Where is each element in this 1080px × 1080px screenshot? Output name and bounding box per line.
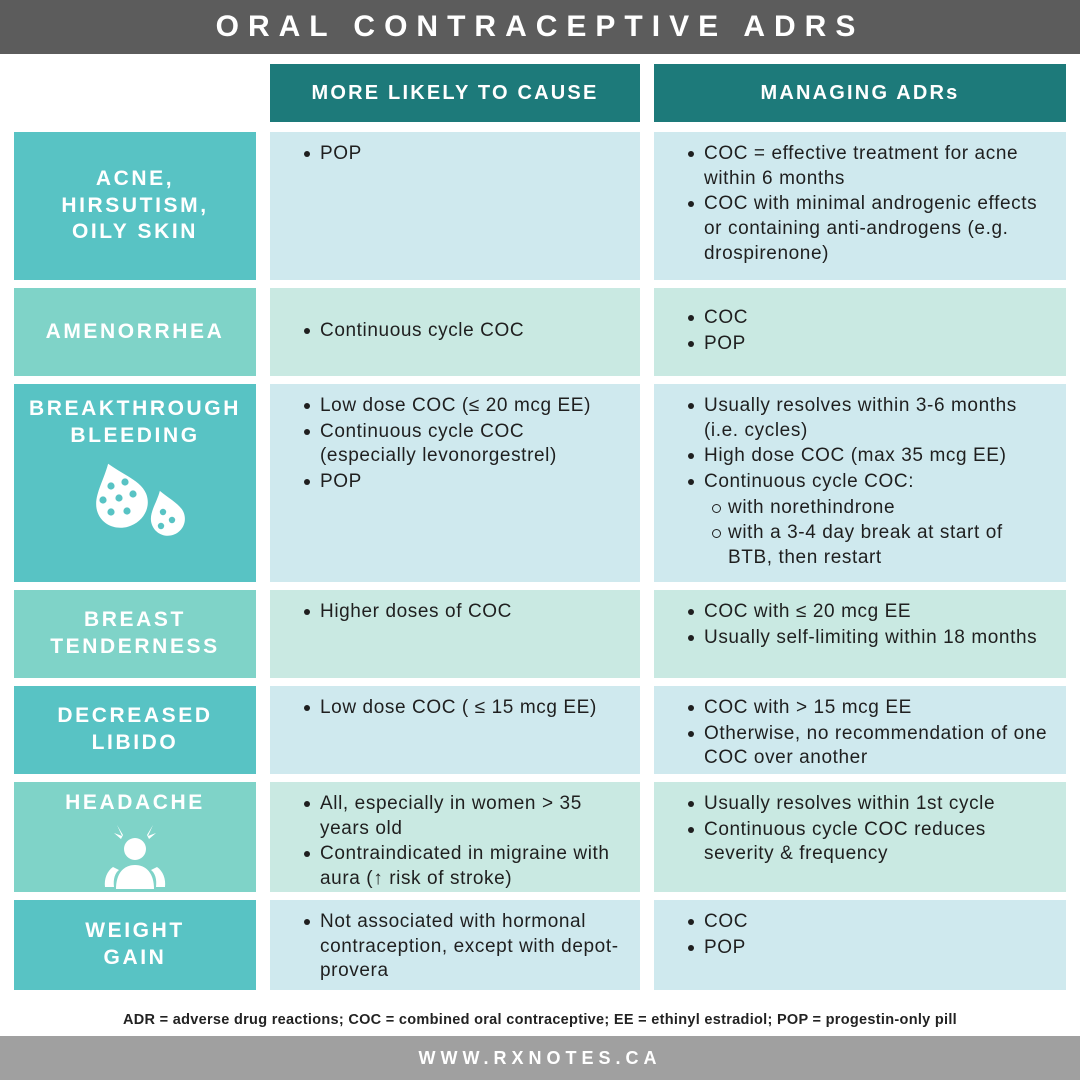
row-label-line: DECREASED (57, 704, 213, 728)
column-header-managing-adrs: MANAGING ADRs (654, 64, 1066, 122)
row-label-acne (14, 132, 256, 280)
column-header-more-likely-to-cause: MORE LIKELY TO CAUSE (270, 64, 640, 122)
list-item: All, especially in women > 35 years old (304, 792, 626, 841)
table-row (14, 900, 1066, 990)
cause-cell-breast-tenderness (270, 590, 640, 678)
row-label-line: WEIGHT (85, 919, 185, 943)
list-item: Continuous cycle COC (304, 319, 524, 344)
row-label-breast-tenderness (14, 590, 256, 678)
list-item: POP (304, 470, 626, 495)
list-item: COC with ≤ 20 mcg EE (688, 600, 1052, 625)
list-item: Otherwise, no recommendation of one COC over another (688, 722, 1052, 771)
list-item: Contraindicated in migraine with aura (↑ risk of stroke) (304, 842, 626, 891)
manage-cell-decreased-libido (654, 686, 1066, 774)
website-bar[interactable]: WWW.RXNOTES.CA (0, 1036, 1080, 1080)
cause-cell-acne (270, 132, 640, 280)
row-label-line: HEADACHE (65, 791, 205, 814)
table-row (14, 384, 1066, 582)
table-row (14, 782, 1066, 892)
row-label-line: BREAST (84, 608, 186, 632)
list-item: Usually resolves within 1st cycle (688, 792, 1052, 817)
sub-list-item: with a 3-4 day break at start of BTB, then restart (710, 521, 1052, 570)
manage-cell-acne (654, 132, 1066, 280)
cause-cell-decreased-libido (270, 686, 640, 774)
list-item: Usually resolves within 3-6 months (i.e. cycles) (688, 394, 1052, 443)
list-item-text: Continuous cycle COC: (704, 471, 915, 493)
list-item: COC with minimal androgenic effects or containing anti-androgens (e.g. drospirenone) (688, 192, 1052, 266)
row-label-line: ACNE, (95, 166, 175, 190)
row-label-line: HIRSUTISM, (61, 193, 209, 217)
cause-cell-headache (270, 782, 640, 892)
row-label-weight-gain (14, 900, 256, 990)
row-label-headache (14, 782, 256, 892)
manage-cell-headache (654, 782, 1066, 892)
row-label-line: LIBIDO (91, 731, 179, 754)
list-item: Continuous cycle COC reduces severity & frequency (688, 818, 1052, 867)
blood-drops-icon (75, 456, 195, 560)
list-item: POP (688, 332, 748, 357)
manage-cell-breast-tenderness (654, 590, 1066, 678)
table-row (14, 132, 1066, 280)
row-label-decreased-libido (14, 686, 256, 774)
row-label-line: BREAKTHROUGH (28, 397, 242, 420)
header-spacer (14, 64, 256, 122)
list-item: POP (688, 936, 1052, 961)
list-item: COC (688, 910, 1052, 935)
cause-cell-weight-gain (270, 900, 640, 990)
table-row (14, 686, 1066, 774)
list-item: Low dose COC ( ≤ 15 mcg EE) (304, 696, 626, 721)
table-row (14, 590, 1066, 678)
manage-cell-breakthrough-bleeding (654, 384, 1066, 582)
row-label-breakthrough-bleeding (14, 384, 256, 582)
list-item (688, 470, 1052, 571)
row-label-line: BLEEDING (70, 423, 200, 447)
list-item: Not associated with hormonal contraception, except with depot-provera (304, 910, 626, 984)
row-label-line: GAIN (103, 946, 167, 969)
manage-cell-amenorrhea (654, 288, 1066, 376)
abbreviations-footnote: ADR = adverse drug reactions; COC = combined oral contraceptive; EE = ethinyl estradiol; POP = progestin-only pill (122, 1012, 958, 1028)
row-label-line: AMENORRHEA (45, 319, 225, 343)
adr-table (0, 54, 1080, 1006)
row-label-line: TENDERNESS (50, 635, 220, 658)
list-item: Usually self-limiting within 18 months (688, 626, 1052, 651)
table-header-row (14, 64, 1066, 122)
list-item: Continuous cycle COC (especially levonorgestrel) (304, 420, 626, 469)
row-label-amenorrhea (14, 288, 256, 376)
list-item: High dose COC (max 35 mcg EE) (688, 444, 1052, 469)
list-item: Higher doses of COC (304, 600, 626, 625)
row-label-line: OILY SKIN (71, 220, 199, 244)
cause-cell-breakthrough-bleeding (270, 384, 640, 582)
page-title: ORAL CONTRACEPTIVE ADRS (0, 0, 1080, 54)
list-item: COC = effective treatment for acne within 6 months (688, 142, 1052, 191)
list-item: Low dose COC (≤ 20 mcg EE) (304, 394, 626, 419)
headache-person-icon (89, 823, 181, 897)
manage-cell-weight-gain (654, 900, 1066, 990)
table-row (14, 288, 1066, 376)
list-item: POP (304, 142, 626, 167)
list-item: COC with > 15 mcg EE (688, 696, 1052, 721)
list-item: COC (688, 306, 748, 331)
sub-list-item: with norethindrone (710, 496, 1052, 521)
cause-cell-amenorrhea (270, 288, 640, 376)
